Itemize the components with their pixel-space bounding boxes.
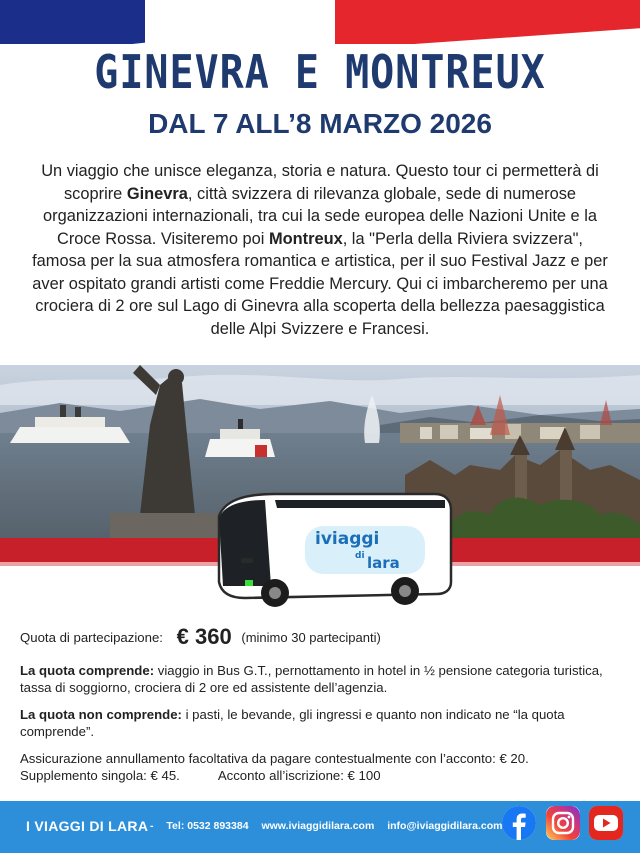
includes-label: La quota comprende: [20, 663, 155, 678]
footer-bar [0, 801, 640, 853]
excludes-label: La quota non comprende: [20, 707, 182, 722]
youtube-icon[interactable] [589, 806, 623, 840]
bus-logo-line1: iviaggi [315, 529, 380, 549]
footer-email[interactable]: info@iviaggidilara.com [387, 820, 503, 832]
extras-section [20, 750, 620, 784]
trip-dates: DAL 7 ALL’8 MARZO 2026 [148, 108, 492, 139]
intro-paragraph [30, 160, 610, 340]
price-amount: € 360 [176, 624, 232, 649]
price-label: Quota di partecipazione: [20, 630, 163, 645]
intro-text-2: , città svizzera di rilevanza globale, sede di numerose organizzazioni internazionali, tra cui la sede europea delle Nazioni Unite e la Croce Rossa. Visiteremo poi [43, 184, 597, 248]
intro-text-3: , la "Perla della Riviera svizzera", famosa per la sua atmosfera romantica e artistica, per il suo Festival Jazz e per aver ospitato grandi artisti come Freddie Mercury. Qui ci imbarcheremo per una crociera di 2 ore sul Lago di Ginevra alla scoperta della bellezza paesaggistica delle Alpi Svizzere e Francesi. [32, 229, 608, 338]
footer-contact [150, 820, 512, 832]
flag-blue-stripe [0, 0, 155, 44]
flag-red-stripe [335, 0, 640, 44]
flag-banner [0, 0, 640, 44]
includes-text: viaggio in Bus G.T., pernottamento in hotel in ½ pensione categoria turistica, tassa di soggiorno, crociera di 2 ore ed assistente dell’agenzia. [20, 663, 603, 695]
price-note: (minimo 30 partecipanti) [241, 630, 381, 645]
price-row [20, 624, 620, 649]
page-title: GINEVRA E MONTREUX [94, 46, 546, 100]
bus-logo-line2: di [355, 551, 365, 561]
excludes-text: i pasti, le bevande, gli ingressi e quanto non indicato ne “la quota comprende”. [20, 707, 565, 739]
bus-logo-line3: lara [367, 554, 400, 572]
excludes-section [20, 706, 620, 740]
footer-brand: I VIAGGI DI LARA [26, 818, 149, 834]
includes-section [20, 662, 620, 696]
deposit-text: Acconto all’iscrizione: € 100 [217, 768, 381, 783]
intro-text-1: Un viaggio che unisce eleganza, storia e natura. Questo tour ci permetterà di scoprire [41, 162, 599, 203]
intro-geneva: Ginevra [126, 184, 188, 203]
footer-website[interactable]: www.iviaggidilara.com [261, 820, 375, 832]
flag-white-stripe [145, 0, 340, 44]
footer-phone[interactable]: Tel: 0532 893384 [166, 820, 249, 832]
instagram-icon[interactable] [546, 806, 580, 840]
footer-separator: - [150, 820, 154, 832]
single-supplement: Supplemento singola: € 45. [20, 768, 180, 783]
intro-montreux: Montreux [268, 229, 343, 248]
facebook-icon[interactable] [502, 806, 536, 840]
insurance-text: Assicurazione annullamento facoltativa da pagare contestualmente con l’acconto: € 20. [20, 751, 529, 766]
bus-image [205, 486, 455, 611]
